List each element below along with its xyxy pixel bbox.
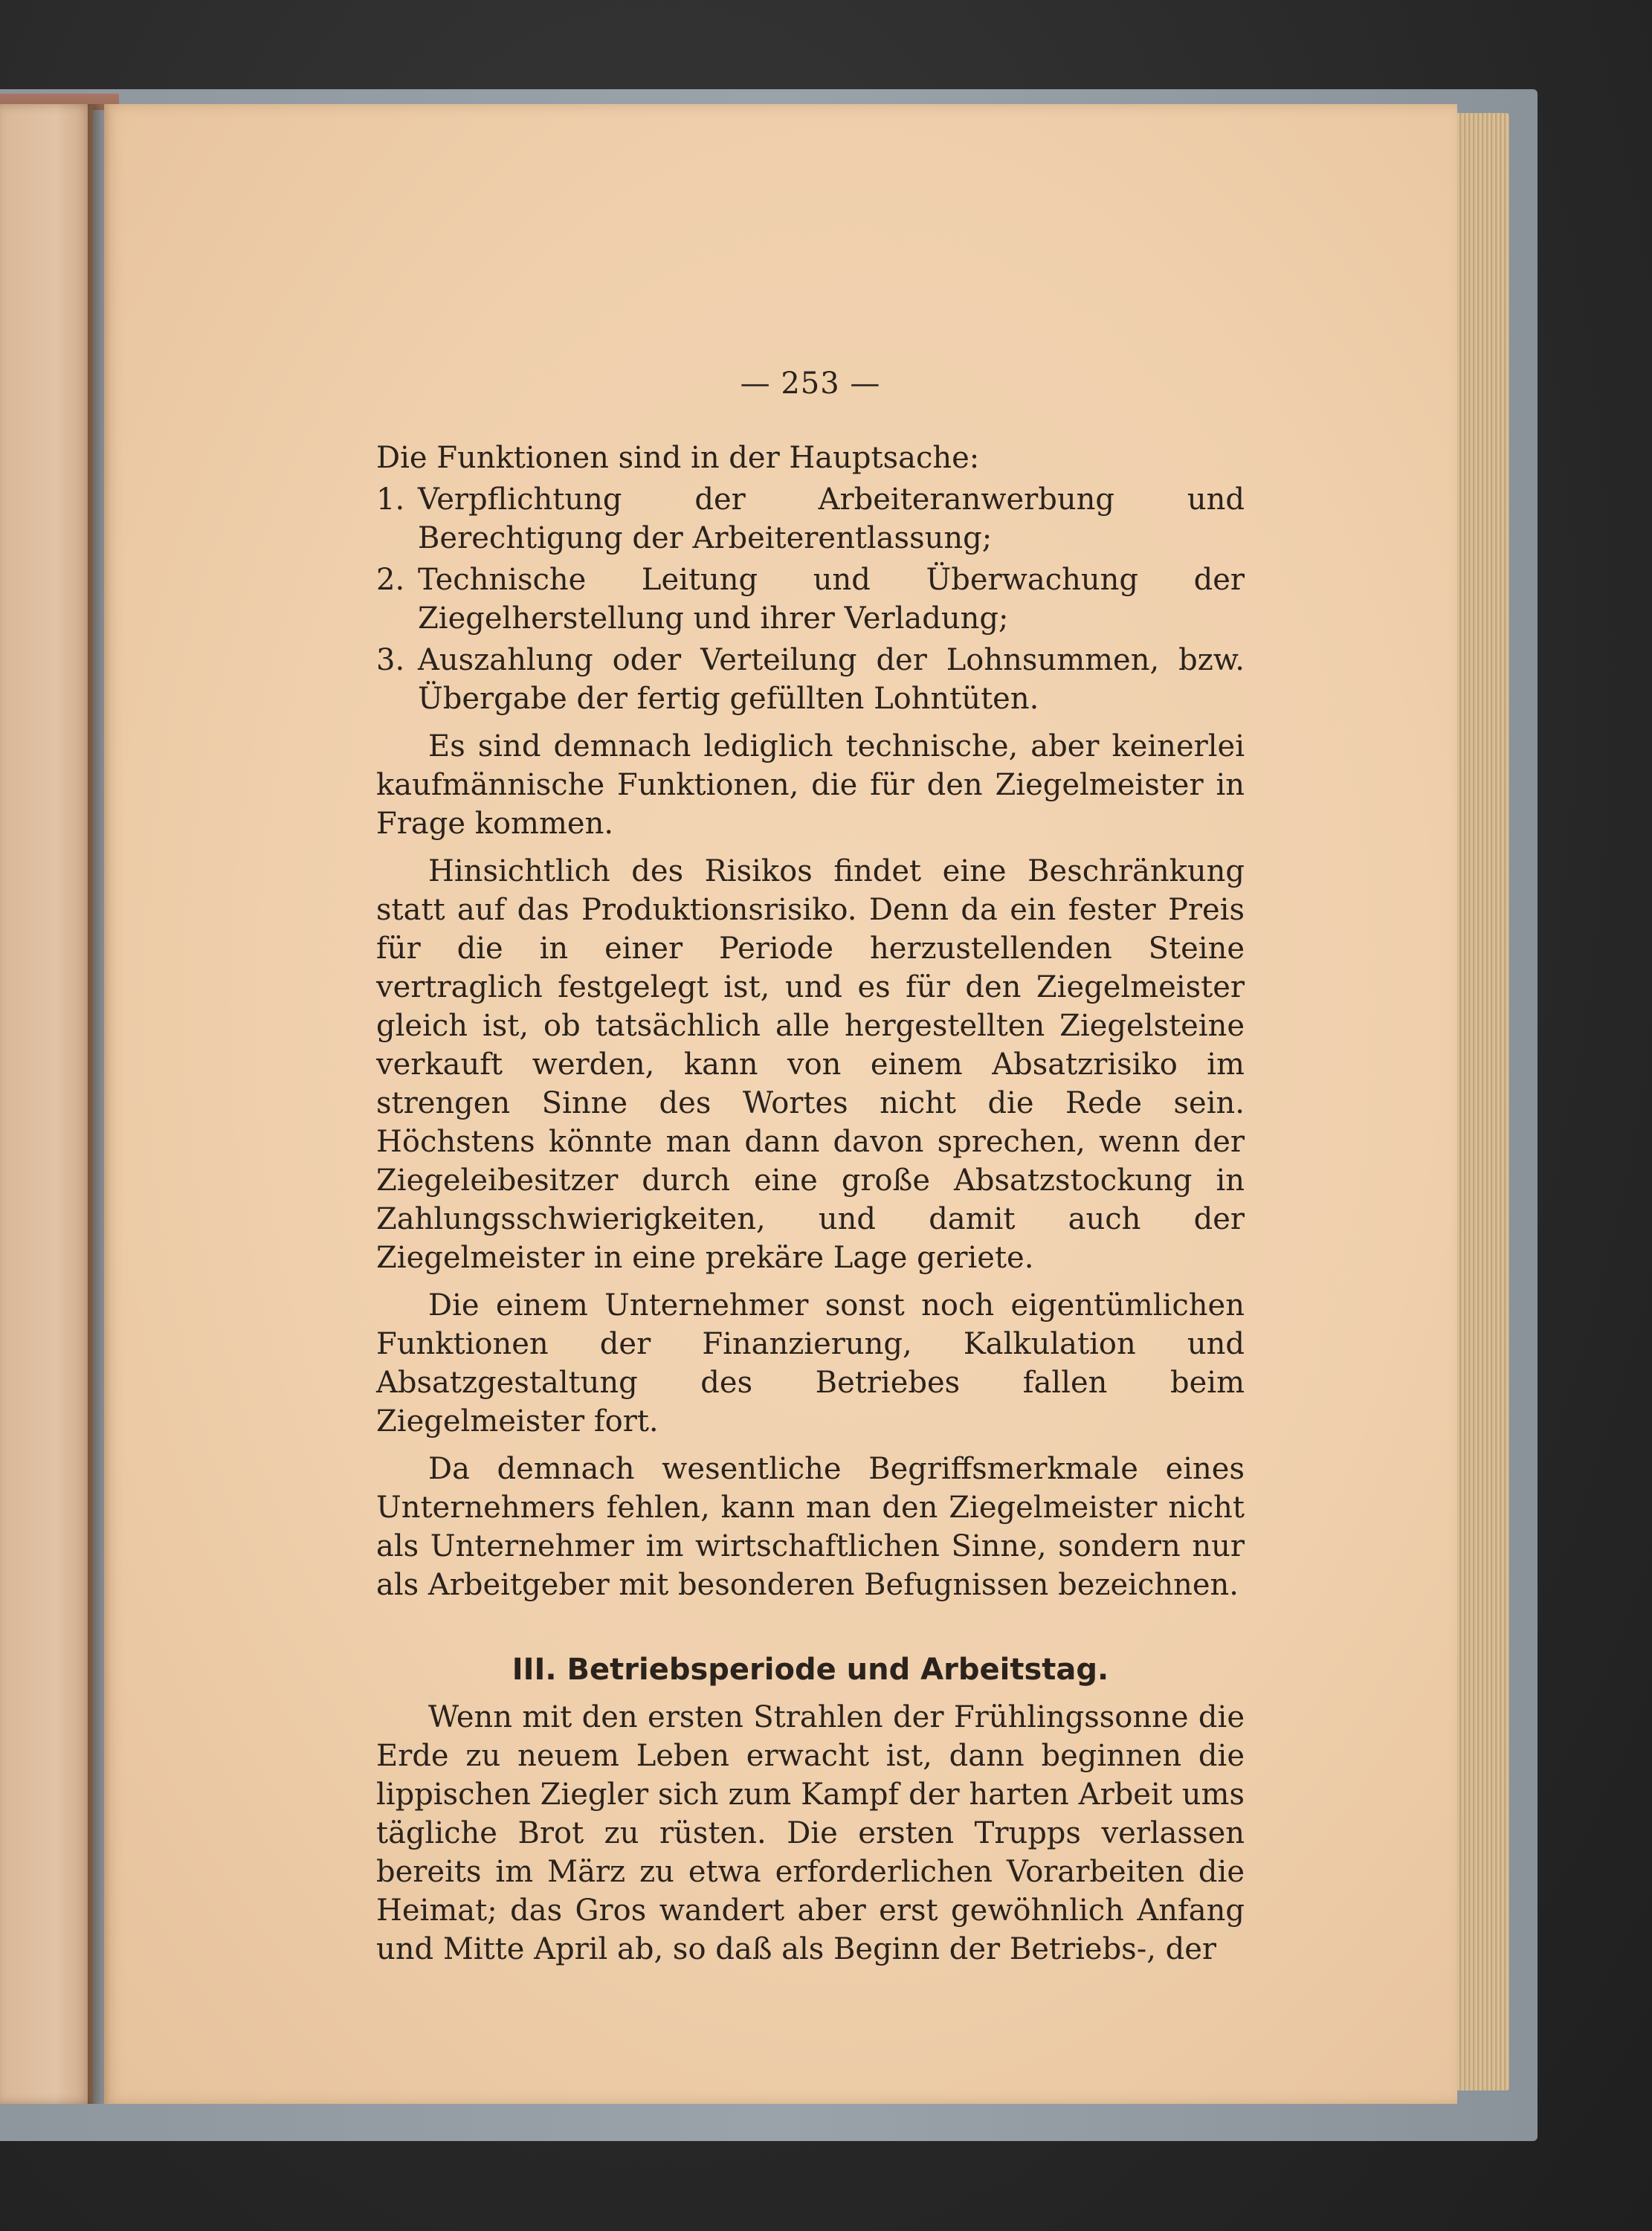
list-item-number: 3. (376, 643, 405, 677)
section-heading: III. Betriebsperiode und Arbeitstag. (512, 1653, 1109, 1687)
page-number: — 253 — (740, 367, 881, 401)
paragraph: Da demnach wesentliche Begriffsmerkmale eines Unternehmers fehlen, kann man den Ziegelmeister nicht als Unternehmer im wirtschaftlichen Sinne, sondern nur als Arbeitgeber mit besonderen Befugnissen bezeichnen. (376, 1452, 1245, 1602)
list-item-text: Technische Leitung und Überwachung der Ziegelherstellung und ihrer Verladung; (418, 563, 1245, 636)
list-item-number: 1. (376, 482, 405, 517)
left-page (0, 104, 93, 2104)
gutter-shadow (88, 104, 110, 2104)
list-item (376, 641, 1245, 718)
list-item (376, 561, 1245, 638)
book-page (104, 104, 1457, 2104)
page-text (376, 364, 1245, 1969)
list-item-text: Verpflichtung der Arbeiteranwerbung und Berechtigung der Arbeiterentlassung; (418, 482, 1245, 555)
paragraph: Wenn mit den ersten Strahlen der Frühlingssonne die Erde zu neuem Leben erwacht ist, dann beginnen die lippischen Ziegler sich zum Kampf der harten Arbeit ums tägliche Brot zu rüsten. Die ersten Trupps verlassen bereits im März zu etwa erforderlichen Vorarbeiten die Heimat; das Gros wandert aber erst gewöhnlich Anfang und Mitte April ab, so daß als Beginn der Betriebs-, der (376, 1700, 1245, 1966)
paragraph: Es sind demnach lediglich technische, aber keinerlei kaufmännische Funktionen, die für den Ziegelmeister in Frage kommen. (376, 729, 1245, 841)
list-item-text: Auszahlung oder Verteilung der Lohnsummen, bzw. Übergabe der fertig gefüllten Lohntüten. (418, 643, 1245, 716)
page-edges (1448, 113, 1509, 2090)
list-intro: Die Funktionen sind in der Hauptsache: (376, 441, 980, 475)
list-item-number: 2. (376, 563, 405, 597)
paragraph: Hinsichtlich des Risikos findet eine Beschränkung statt auf das Produktionsrisiko. Denn da ein fester Preis für die in einer Periode herzustellenden Steine vertraglich festgelegt ist, und es für den Ziegelmeister gleich ist, ob tatsächlich alle hergestellten Ziegelsteine verkauft werden, kann von einem Absatzrisiko im strengen Sinne des Wortes nicht die Rede sein. Höchstens könnte man dann davon sprechen, wenn der Ziegeleibesitzer durch eine große Absatzstockung in Zahlungsschwierigkeiten, und damit auch der Ziegelmeister in eine prekäre Lage geriete. (376, 854, 1245, 1275)
paragraph: Die einem Unternehmer sonst noch eigentümlichen Funktionen der Finanzierung, Kalkulation und Absatzgestaltung des Betriebes fallen beim Ziegelmeister fort. (376, 1288, 1245, 1439)
list-item (376, 480, 1245, 558)
